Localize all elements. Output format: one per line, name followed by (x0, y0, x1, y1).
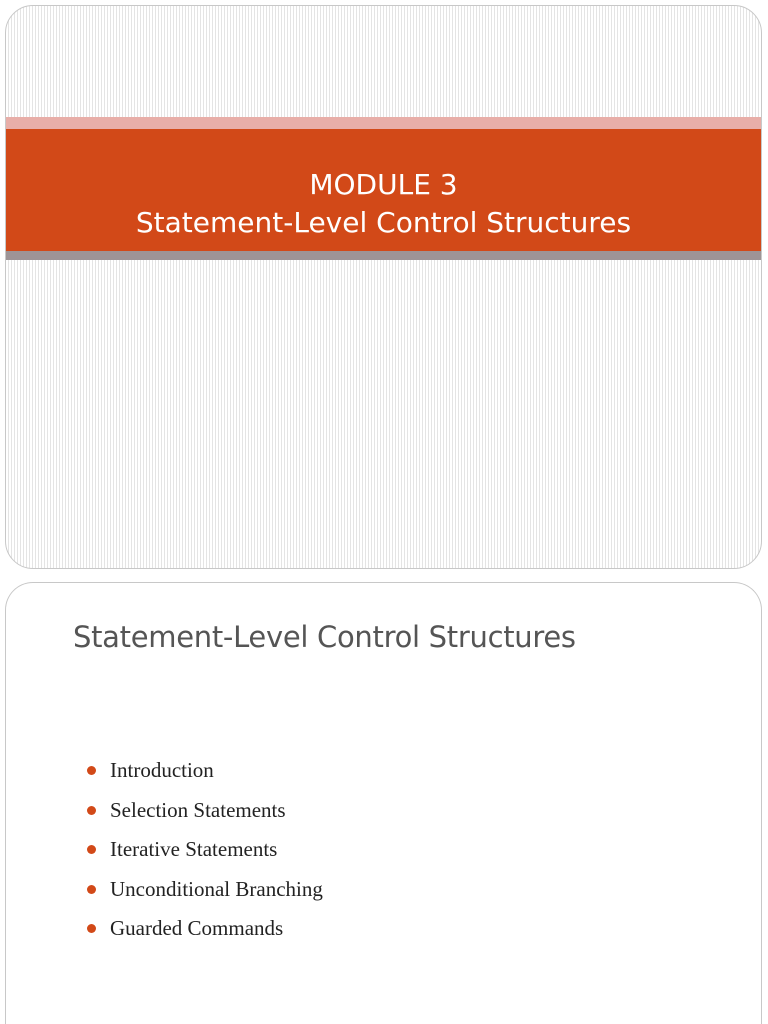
bullet-icon (87, 766, 96, 775)
bullet-icon (87, 845, 96, 854)
list-item (84, 755, 323, 795)
module-subtitle: Statement-Level Control Structures (135, 206, 632, 239)
content-slide (5, 582, 762, 1024)
list-item-label: Guarded Commands (110, 916, 284, 940)
list-item-label: Unconditional Branching (110, 876, 323, 901)
bullet-icon (87, 806, 96, 815)
list-item-label: Selection Statements (110, 797, 286, 822)
content-heading: Statement-Level Control Structures (73, 620, 576, 654)
title-band-bottom-accent (6, 251, 761, 260)
title-slide (5, 5, 762, 569)
list-item (84, 834, 323, 874)
list-item (84, 874, 323, 914)
title-band-top-accent (6, 117, 761, 129)
module-title: MODULE 3 (309, 168, 458, 201)
bullet-icon (87, 924, 96, 933)
list-item (84, 913, 323, 953)
list-item (84, 795, 323, 835)
list-item-label: Introduction (110, 758, 214, 782)
slide-title (6, 166, 761, 242)
list-item-label: Iterative Statements (110, 837, 278, 861)
bullet-icon (87, 885, 96, 894)
topic-list (84, 755, 323, 953)
